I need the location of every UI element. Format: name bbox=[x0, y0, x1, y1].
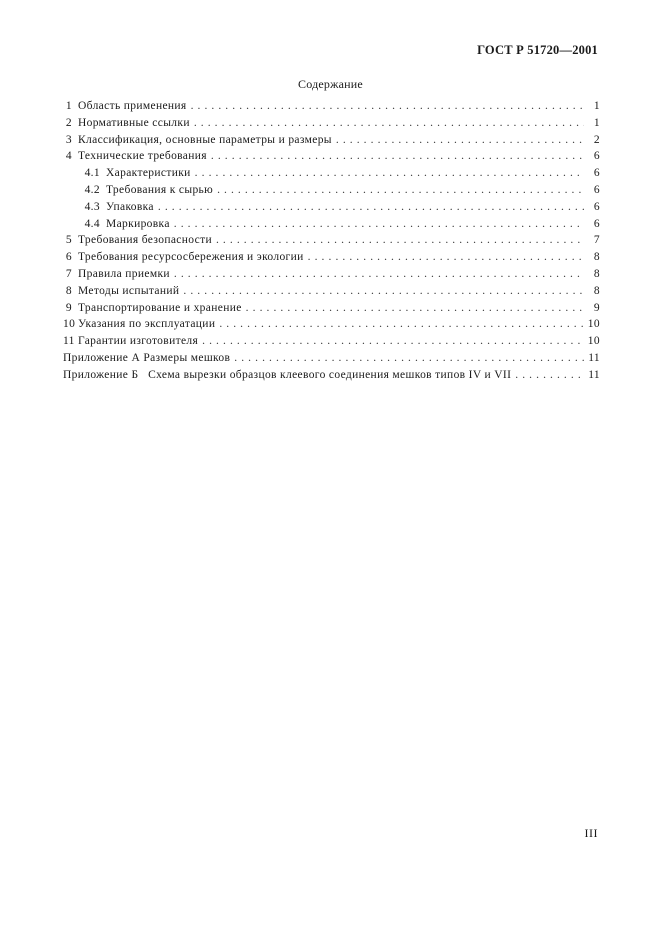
toc-entry-page: 11 bbox=[588, 351, 600, 364]
toc-entry-4-2[interactable] bbox=[63, 184, 600, 201]
toc-entry-9[interactable] bbox=[63, 302, 600, 319]
toc-entry-page: 8 bbox=[593, 267, 600, 280]
toc-entry-1[interactable] bbox=[63, 100, 600, 117]
toc-leader-dots bbox=[174, 218, 584, 230]
toc-entry-number: 7 bbox=[65, 267, 72, 280]
toc-entry-11[interactable] bbox=[63, 335, 600, 352]
toc-entry-label: Методы испытаний bbox=[78, 284, 180, 297]
toc-entry-label: Маркировка bbox=[106, 217, 170, 230]
toc-entry-page: 1 bbox=[593, 100, 600, 112]
toc-entry-label: Нормативные ссылки bbox=[78, 116, 190, 129]
toc-entry-page: 7 bbox=[593, 234, 600, 247]
toc-leader-dots bbox=[336, 134, 584, 146]
toc-leader-dots bbox=[202, 335, 584, 347]
toc-leader-dots bbox=[183, 285, 584, 297]
toc-entry-4[interactable] bbox=[63, 150, 600, 167]
toc-leader-dots bbox=[216, 234, 584, 246]
toc-entry-number: 8 bbox=[65, 284, 72, 297]
toc-entry-number: 3 bbox=[65, 133, 72, 146]
toc-entry-number: 9 bbox=[65, 301, 72, 314]
toc-entry-number: 11 bbox=[63, 335, 75, 348]
toc-leader-dots bbox=[308, 251, 584, 263]
toc-entry-4-4[interactable] bbox=[63, 218, 600, 235]
toc-entry-number: 4.2 bbox=[84, 183, 100, 196]
toc-entry-number: 6 bbox=[65, 251, 72, 264]
toc-leader-dots bbox=[194, 117, 584, 129]
toc-entry-2[interactable] bbox=[63, 117, 600, 134]
toc-entry-label: Требования к сырью bbox=[106, 183, 214, 196]
toc-entry-number: 2 bbox=[65, 116, 72, 129]
toc-leader-dots bbox=[174, 268, 584, 280]
toc-entry-label: Технические требования bbox=[78, 150, 207, 163]
table-of-contents bbox=[63, 100, 600, 386]
toc-entry-page: 10 bbox=[587, 335, 600, 348]
toc-entry-page: 1 bbox=[593, 116, 600, 129]
toc-entry-4-3[interactable] bbox=[63, 201, 600, 218]
toc-entry-5[interactable] bbox=[63, 234, 600, 251]
toc-entry-page: 6 bbox=[593, 183, 600, 196]
toc-entry-label: Приложение Б Схема вырезки образцов клеевого соединения мешков типов IV и VII bbox=[63, 368, 512, 381]
toc-entry-appendix-b[interactable] bbox=[63, 369, 600, 386]
toc-title: Содержание bbox=[298, 77, 363, 91]
toc-entry-page: 2 bbox=[593, 133, 600, 146]
toc-entry-page: 6 bbox=[593, 217, 600, 230]
toc-entry-label: Транспортирование и хранение bbox=[78, 301, 242, 314]
toc-entry-label: Упаковка bbox=[106, 200, 154, 213]
toc-entry-label: Классификация, основные параметры и размеры bbox=[78, 133, 332, 146]
toc-leader-dots bbox=[211, 150, 584, 162]
toc-entry-page: 11 bbox=[588, 368, 600, 381]
toc-entry-7[interactable] bbox=[63, 268, 600, 285]
toc-entry-label: Указания по эксплуатации bbox=[78, 318, 216, 331]
toc-entry-number: 10 bbox=[63, 318, 76, 331]
toc-entry-4-1[interactable] bbox=[63, 167, 600, 184]
toc-entry-page: 8 bbox=[593, 284, 600, 297]
toc-entry-number: 4 bbox=[65, 150, 72, 163]
toc-entry-label: Приложение А Размеры мешков bbox=[63, 351, 231, 364]
toc-entry-number: 4.4 bbox=[84, 217, 100, 230]
toc-entry-label: Характеристики bbox=[106, 167, 191, 180]
toc-entry-label: Гарантии изготовителя bbox=[78, 335, 199, 348]
toc-entry-page: 6 bbox=[593, 150, 600, 163]
toc-entry-page: 6 bbox=[593, 200, 600, 213]
standard-designation: ГОСТ Р 51720—2001 bbox=[477, 43, 598, 57]
toc-leader-dots bbox=[219, 318, 583, 330]
toc-entry-label: Требования безопасности bbox=[78, 234, 212, 247]
toc-leader-dots bbox=[246, 302, 584, 314]
toc-leader-dots bbox=[158, 201, 584, 213]
toc-leader-dots bbox=[195, 167, 584, 179]
toc-leader-dots bbox=[515, 369, 584, 381]
toc-entry-number: 4.1 bbox=[84, 167, 100, 180]
toc-entry-number: 1 bbox=[65, 100, 72, 112]
toc-entry-10[interactable] bbox=[63, 318, 600, 335]
toc-entry-label: Требования ресурсосбережения и экологии bbox=[78, 251, 304, 264]
toc-entry-label: Правила приемки bbox=[78, 267, 170, 280]
toc-entry-label: Область применения bbox=[78, 100, 187, 112]
toc-entry-page: 10 bbox=[587, 318, 600, 331]
toc-entry-number: 5 bbox=[65, 234, 72, 247]
toc-entry-3[interactable] bbox=[63, 134, 600, 151]
toc-entry-page: 9 bbox=[593, 301, 600, 314]
toc-entry-6[interactable] bbox=[63, 251, 600, 268]
toc-leader-dots bbox=[191, 100, 584, 112]
toc-entry-appendix-a[interactable] bbox=[63, 352, 600, 369]
toc-entry-number: 4.3 bbox=[84, 200, 100, 213]
page-number: III bbox=[584, 826, 598, 840]
toc-leader-dots bbox=[217, 184, 584, 196]
toc-entry-page: 6 bbox=[593, 167, 600, 180]
toc-entry-8[interactable] bbox=[63, 285, 600, 302]
toc-leader-dots bbox=[234, 352, 584, 364]
document-header bbox=[477, 43, 598, 58]
toc-entry-page: 8 bbox=[593, 251, 600, 264]
